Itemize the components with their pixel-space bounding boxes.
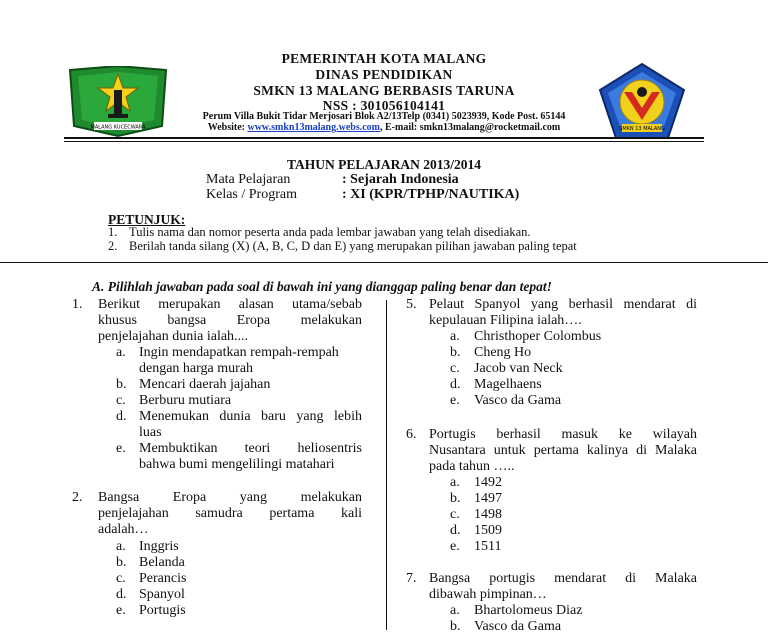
option-letter: a. bbox=[450, 603, 460, 618]
option-text: 1497 bbox=[474, 491, 502, 506]
option-letter: a. bbox=[450, 475, 460, 490]
option-text: Vasco da Gama bbox=[474, 619, 562, 634]
header-nss: NSS : 301056104141 bbox=[322, 98, 446, 113]
header-rule-thick bbox=[64, 137, 704, 139]
question-text: Pelaut Spanyol yang berhasil mendarat di bbox=[429, 297, 697, 312]
question-text: Bangsa portugis mendarat di Malaka bbox=[429, 571, 697, 586]
school-logo-text: SMKN 13 MALANG bbox=[619, 126, 665, 132]
website-link[interactable]: www.smkn13malang.webs.com bbox=[247, 122, 380, 133]
option-text: 1509 bbox=[474, 523, 502, 538]
question-text: adalah… bbox=[98, 522, 149, 537]
question-number: 5. bbox=[406, 297, 417, 312]
option-text: Inggris bbox=[139, 539, 179, 554]
option-letter: a. bbox=[450, 329, 460, 344]
option-letter: d. bbox=[450, 523, 461, 538]
question-text: pada tahun ….. bbox=[429, 459, 515, 474]
header-department: DINAS PENDIDIKAN bbox=[315, 67, 453, 82]
option-letter: c. bbox=[450, 507, 460, 522]
option-letter: b. bbox=[450, 345, 461, 360]
email-text: , E-mail: smkn13malang@rocketmail.com bbox=[380, 122, 561, 133]
option-text: Magelhaens bbox=[474, 377, 542, 392]
subject-value: : Sejarah Indonesia bbox=[342, 172, 459, 187]
option-text: 1498 bbox=[474, 507, 502, 522]
option-letter: e. bbox=[116, 603, 126, 618]
option-letter: b. bbox=[116, 555, 127, 570]
option-letter: a. bbox=[116, 539, 126, 554]
option-text: Menemukan dunia baru yang lebih bbox=[139, 409, 362, 424]
option-text: Bhartolomeus Diaz bbox=[474, 603, 583, 618]
option-text: Cheng Ho bbox=[474, 345, 532, 360]
question-number: 7. bbox=[406, 571, 417, 586]
header-rule-thin bbox=[64, 141, 704, 142]
academic-year: TAHUN PELAJARAN 2013/2014 bbox=[286, 157, 481, 172]
option-text: Christhoper Colombus bbox=[474, 329, 602, 344]
option-letter: c. bbox=[116, 571, 126, 586]
class-value: : XI (KPR/TPHP/NAUTIKA) bbox=[342, 187, 520, 202]
option-text: Perancis bbox=[139, 571, 187, 586]
option-text: Jacob van Neck bbox=[474, 361, 563, 376]
option-text: luas bbox=[139, 425, 162, 440]
section-rule bbox=[0, 262, 768, 263]
option-letter: b. bbox=[450, 491, 461, 506]
header-contact bbox=[0, 122, 768, 133]
question-number: 6. bbox=[406, 427, 417, 442]
option-text: Mencari daerah jajahan bbox=[139, 377, 271, 392]
header-school: SMKN 13 MALANG BERBASIS TARUNA bbox=[253, 83, 515, 98]
website-label: Website: bbox=[207, 122, 248, 133]
option-letter: c. bbox=[116, 393, 126, 408]
option-text: 1511 bbox=[474, 539, 502, 554]
class-label: Kelas / Program bbox=[206, 187, 297, 202]
instruction-number: 2. bbox=[108, 239, 118, 253]
option-letter: c. bbox=[450, 361, 460, 376]
city-logo-text: MALANG KUCECWARA bbox=[90, 124, 146, 131]
question-text: Nusantara untuk pertama kalinya di Malaka bbox=[429, 443, 697, 458]
section-title: A. Pilihlah jawaban pada soal di bawah ini yang dianggap paling benar dan tepat! bbox=[92, 279, 552, 294]
question-text: Bangsa Eropa yang melakukan bbox=[98, 490, 362, 505]
option-letter: a. bbox=[116, 345, 126, 360]
question-text: penjelajahan samudra pertama kali bbox=[98, 506, 362, 521]
option-letter: b. bbox=[116, 377, 127, 392]
header-government: PEMERINTAH KOTA MALANG bbox=[281, 51, 487, 66]
option-letter: e. bbox=[116, 441, 126, 456]
question-number: 2. bbox=[72, 490, 83, 505]
question-text: Portugis berhasil masuk ke wilayah bbox=[429, 427, 697, 442]
question-text: dibawah pimpinan… bbox=[429, 587, 547, 602]
option-text: Portugis bbox=[139, 603, 186, 618]
instruction-item: Berilah tanda silang (X) (A, B, C, D dan E) yang merupakan pilihan jawaban paling tepat bbox=[129, 239, 577, 253]
option-text: Vasco da Gama bbox=[474, 393, 562, 408]
option-text: Belanda bbox=[139, 555, 185, 570]
option-text: Berburu mutiara bbox=[139, 393, 232, 408]
question-number: 1. bbox=[72, 297, 83, 312]
option-text: 1492 bbox=[474, 475, 502, 490]
option-letter: d. bbox=[116, 409, 127, 424]
option-letter: e. bbox=[450, 539, 460, 554]
column-divider bbox=[386, 300, 387, 630]
option-letter: d. bbox=[116, 587, 127, 602]
option-text: Ingin mendapatkan rempah-rempah bbox=[139, 345, 339, 360]
option-text: dengan harga murah bbox=[139, 361, 254, 376]
question-text: penjelajahan dunia ialah.... bbox=[98, 329, 249, 344]
instruction-number: 1. bbox=[108, 225, 118, 239]
option-letter: b. bbox=[450, 619, 461, 634]
option-text: Spanyol bbox=[139, 587, 185, 602]
option-letter: e. bbox=[450, 393, 460, 408]
question-text: khusus bangsa Eropa melakukan bbox=[98, 313, 362, 328]
question-text: Berikut merupakan alasan utama/sebab bbox=[98, 297, 362, 312]
instructions-title: PETUNJUK: bbox=[108, 212, 186, 227]
header-address: Perum Villa Bukit Tidar Merjosari Blok A2/13Telp (0341) 5023939, Kode Post. 65144 bbox=[202, 111, 566, 122]
option-text: Membuktikan teori heliosentris bbox=[139, 441, 362, 456]
question-text: kepulauan Filipina ialah…. bbox=[429, 313, 582, 328]
subject-label: Mata Pelajaran bbox=[206, 172, 291, 187]
option-letter: d. bbox=[450, 377, 461, 392]
instruction-item: Tulis nama dan nomor peserta anda pada lembar jawaban yang telah disediakan. bbox=[129, 225, 531, 239]
option-text: bahwa bumi mengelilingi matahari bbox=[139, 457, 335, 472]
